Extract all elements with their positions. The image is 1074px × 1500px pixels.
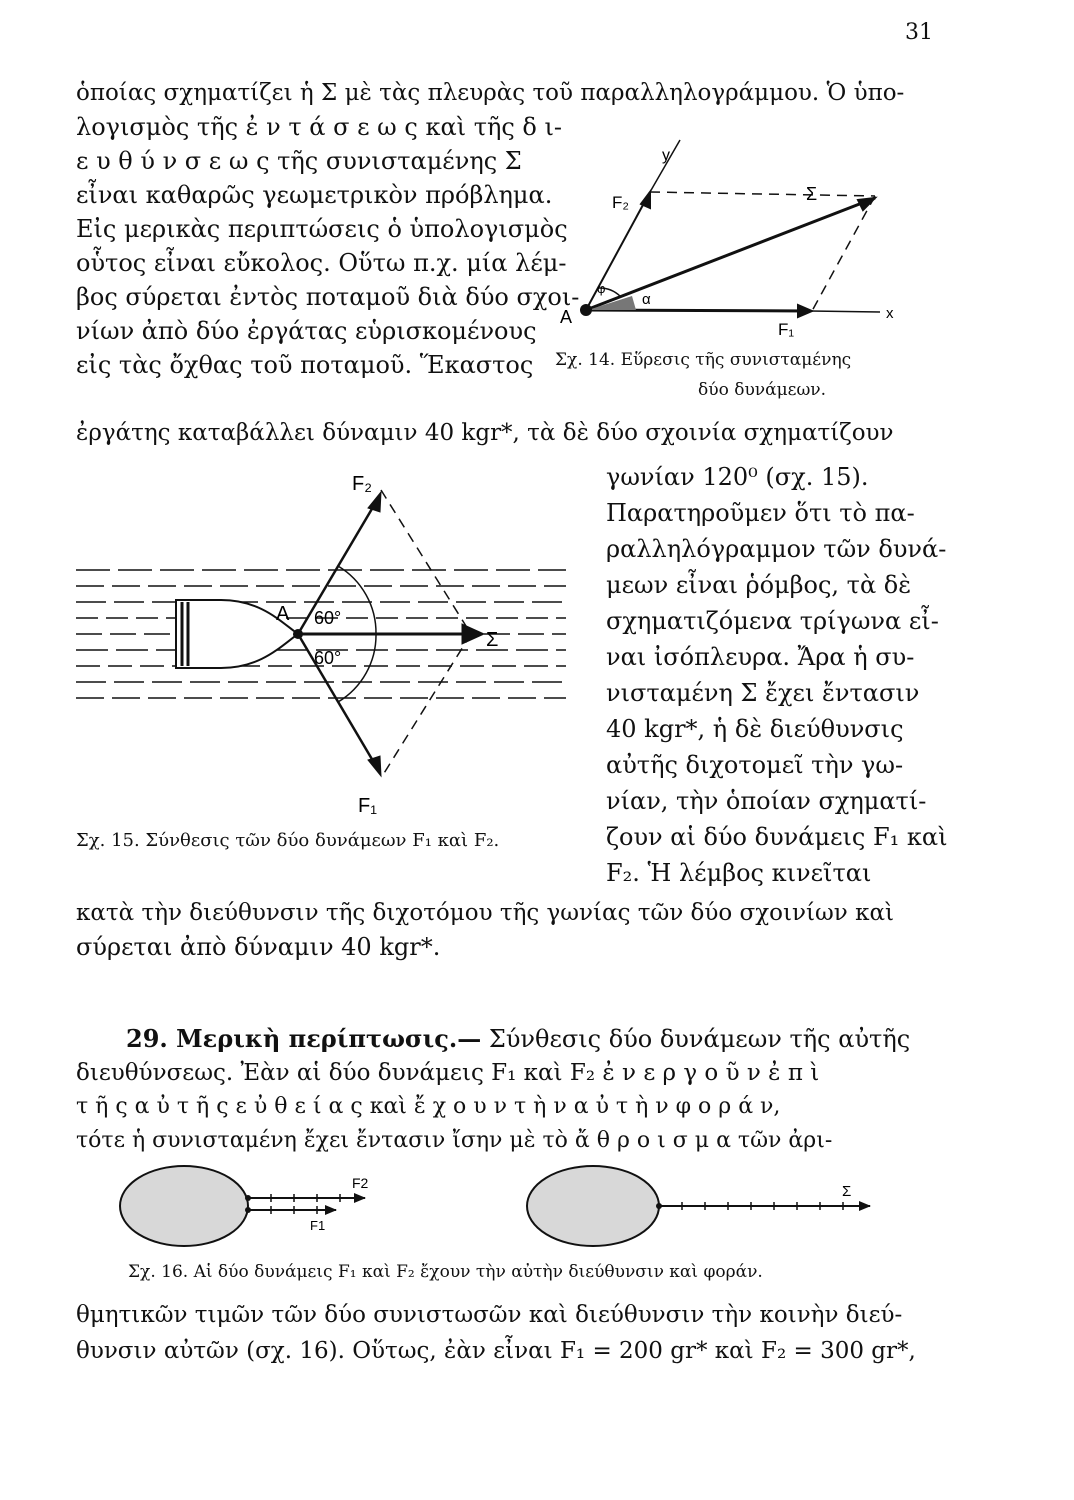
text-line: κατὰ τὴν διεύθυνσιν τῆς διχοτόμου τῆς γωνίας τῶν δύο σχοινίων καὶ	[76, 900, 895, 926]
label-sigma: Σ	[842, 1183, 852, 1200]
label-x: x	[886, 305, 894, 322]
label-phi: φ	[597, 281, 606, 296]
text-line: 40 kgr*, ἡ δὲ διεύθυνσις	[606, 715, 904, 743]
text-line: τ ῆ ς α ὐ τ ῆ ς ε ὐ θ ε ί α ς καὶ ἔ χ ο υ ν τ ὴ ν α ὐ τ ὴ ν φ ο ρ ά ν,	[76, 1094, 781, 1119]
text-line: νίαν, τὴν ὁποίαν σχηματί-	[606, 787, 927, 815]
alpha-shaded-angle	[588, 296, 636, 310]
label-f1: F1	[310, 1218, 326, 1233]
figure-14-caption-2: δύο δυνάμεων.	[698, 380, 827, 400]
text-line: λογισμὸς τῆς ἐ ν τ ά σ ε ω ς καὶ τῆς δ ι-	[76, 113, 563, 141]
section-heading: 29. Μερικὴ περίπτωσις.—	[126, 1024, 482, 1053]
text-line: θυνσιν αὐτῶν (σχ. 16). Οὕτως, ἐὰν εἶναι F₁ = 200 gr* καὶ F₂ = 300 gr*,	[76, 1338, 916, 1364]
dashed-parallel-top	[650, 192, 875, 196]
f1-arrowhead	[798, 305, 812, 317]
text-line: σχηματιζόμενα τρίγωνα εἶ-	[606, 607, 939, 635]
f2-arrowhead	[368, 492, 381, 512]
text-line: F₂. Ἡ λέμβος κινεῖται	[606, 859, 872, 887]
text-line: νίων ἀπὸ δύο ἐργάτας εὑρισκομένους	[76, 317, 537, 345]
label-angle-60-upper: 60°	[314, 608, 342, 628]
label-a: A	[560, 307, 573, 327]
f1-vector	[586, 310, 810, 311]
label-alpha: α	[642, 291, 651, 308]
point-a	[580, 304, 592, 316]
f1-arrowhead	[368, 756, 381, 776]
label-f2: F2	[352, 1175, 369, 1191]
sigma-vector	[586, 198, 875, 310]
label-angle-60-lower: 60°	[314, 648, 342, 668]
section-heading-line	[126, 1024, 910, 1054]
body-right	[527, 1166, 659, 1246]
text-line: ὁποίας σχηματίζει ἡ Σ μὲ τὰς πλευρὰς τοῦ παραλληλογράμμου. Ὁ ὑπο-	[76, 80, 905, 106]
f2-arrowhead	[354, 1193, 366, 1203]
text-line: εἶναι καθαρῶς γεωμετρικὸν πρόβλημα.	[76, 181, 553, 209]
page-number: 31	[905, 20, 933, 45]
label-y: y	[662, 147, 670, 164]
label-f1: F₁	[358, 795, 377, 817]
label-a: A	[276, 603, 290, 625]
text-line: ἐργάτης καταβάλλει δύναμιν 40 kgr*, τὰ δὲ δύο σχοινία σχηματίζουν	[76, 420, 894, 446]
text-line: ραλληλόγραμμον τῶν δυνά-	[606, 535, 947, 563]
dashed-parallel-right	[812, 196, 875, 311]
text-line: διευθύνσεως. Ἐὰν αἱ δύο δυνάμεις F₁ καὶ F₂ ἐ ν ε ρ γ ο ῦ ν ἐ π ὶ	[76, 1060, 820, 1086]
label-f2: F₂	[612, 193, 629, 212]
label-sigma: Σ	[806, 184, 818, 204]
text-line: ναι ἰσόπλευρα. Ἄρα ἡ συ-	[606, 643, 915, 671]
dashed-parallel-bottom	[381, 634, 471, 778]
text-line: γωνίαν 120⁰ (σχ. 15).	[606, 463, 869, 491]
text-line: βος σύρεται ἐντὸς ποταμοῦ διὰ δύο σχοι-	[76, 283, 580, 311]
dashed-parallel-top	[381, 490, 471, 634]
figure-16-caption: Σχ. 16. Αἱ δύο δυνάμεις F₁ καὶ F₂ ἔχουν τὴν αὐτὴν διεύθυνσιν καὶ φοράν.	[128, 1262, 763, 1282]
label-sigma: Σ	[486, 629, 499, 651]
sigma-arrowhead	[462, 624, 484, 644]
text-line: θμητικῶν τιμῶν τῶν δύο συνιστωσῶν καὶ διεύθυνσιν τὴν κοινὴν διεύ-	[76, 1302, 903, 1328]
figure-15-caption: Σχ. 15. Σύνθεσις τῶν δύο δυνάμεων F₁ καὶ F₂.	[76, 830, 500, 851]
figure-14-parallelogram	[550, 130, 920, 345]
text-line: ζουν αἱ δύο δυνάμεις F₁ καὶ	[606, 823, 948, 851]
text-line: νισταμένη Σ ἔχει ἔντασιν	[606, 679, 920, 707]
text-line: σύρεται ἀπὸ δύναμιν 40 kgr*.	[76, 933, 441, 961]
body-left	[120, 1166, 248, 1246]
x-axis	[810, 311, 880, 312]
text-line: Παρατηροῦμεν ὅτι τὸ πα-	[606, 499, 915, 527]
label-f2: F₂	[352, 473, 372, 495]
figure-15-boat	[76, 462, 576, 832]
f1-arrowhead	[325, 1205, 337, 1215]
text-line: εἰς τὰς ὄχθας τοῦ ποταμοῦ. Ἕκαστος	[76, 351, 534, 379]
section-heading-rest: Σύνθεσις δύο δυνάμεων τῆς αὐτῆς	[481, 1025, 911, 1053]
label-f1: F₁	[778, 320, 795, 339]
point-a	[293, 629, 303, 639]
sigma-arrowhead	[859, 1201, 871, 1211]
text-line: μεων εἶναι ῥόμβος, τὰ δὲ	[606, 571, 912, 599]
angle-arc-lower	[338, 634, 376, 702]
text-line: οὗτος εἶναι εὔκολος. Οὕτω π.χ. μία λέμ-	[76, 249, 567, 277]
text-line: τότε ἡ συνισταμένη ἔχει ἔντασιν ἴσην μὲ τὸ ἄ θ ρ ο ι σ μ α τῶν ἀρι-	[76, 1128, 833, 1153]
figure-16-bodies	[100, 1160, 890, 1260]
f2-arrowhead	[641, 192, 650, 208]
figure-14-caption-1: Σχ. 14. Εὕρεσις τῆς συνισταμένης	[555, 350, 852, 370]
text-line: Εἰς μερικὰς περιπτώσεις ὁ ὑπολογισμὸς	[76, 215, 568, 243]
angle-arc-upper	[338, 566, 376, 634]
text-line: αὐτῆς διχοτομεῖ τὴν γω-	[606, 751, 904, 779]
text-line: ε υ θ ύ ν σ ε ω ς τῆς συνισταμένης Σ	[76, 147, 522, 175]
